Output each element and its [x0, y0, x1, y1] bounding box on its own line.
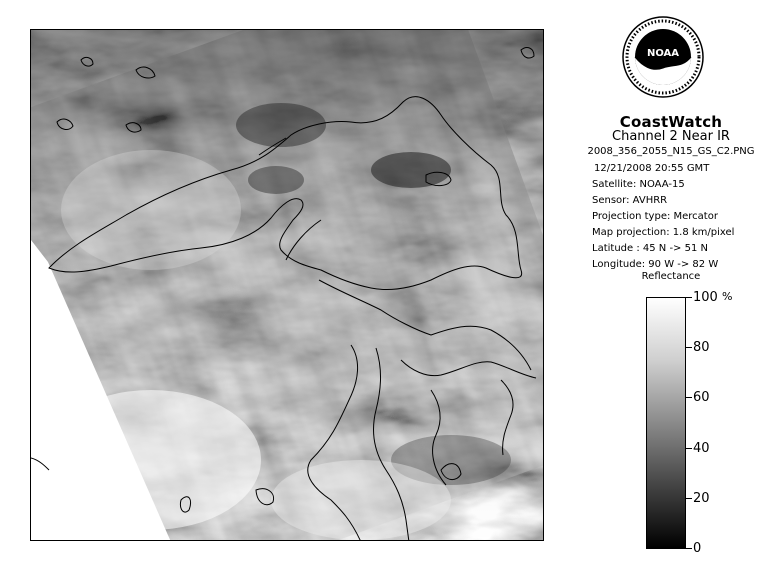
projection-type-text: Projection type: Mercator: [592, 211, 718, 222]
colorbar-tick: [686, 548, 692, 549]
info-panel: [560, 0, 782, 572]
colorbar-tick: [686, 397, 692, 398]
latitude-text: Latitude : 45 N -> 51 N: [592, 243, 708, 254]
colorbar-tick: [686, 498, 692, 499]
colorbar-tick: [686, 347, 692, 348]
bright-cloud-zone: [271, 460, 451, 540]
satellite-text: Satellite: NOAA-15: [592, 179, 685, 190]
sensor-text: Sensor: AVHRR: [592, 195, 668, 206]
satellite-image: [30, 29, 544, 541]
legend-unit: %: [722, 290, 733, 303]
datetime-text: 12/21/2008 20:55 GMT: [594, 163, 710, 174]
noaa-logo: [622, 16, 704, 98]
colorbar-tick-label: 100: [693, 290, 718, 305]
image-filename: 2008_356_2055_N15_GS_C2.PNG: [587, 146, 755, 157]
bright-cloud-zone: [61, 150, 241, 270]
dark-water-patch: [371, 152, 451, 188]
satellite-image-graphic: [31, 30, 544, 541]
logo-center-text: NOAA: [646, 48, 680, 59]
colorbar-tick-label: 40: [693, 440, 710, 456]
dark-water-patch: [248, 166, 304, 194]
colorbar-tick-label: 80: [693, 340, 710, 356]
app-title: CoastWatch: [619, 113, 723, 131]
legend-title: Reflectance: [641, 271, 701, 282]
map-projection-text: Map projection: 1.8 km/pixel: [592, 227, 735, 238]
colorbar-tick-label: 0: [693, 541, 702, 556]
colorbar-tick-label: 60: [693, 390, 710, 406]
channel-subtitle: Channel 2 Near IR: [612, 129, 730, 144]
colorbar-tick: [686, 448, 692, 449]
colorbar-tick: [686, 297, 692, 298]
colorbar-tick-label: 20: [693, 490, 710, 506]
reflectance-colorbar: [646, 297, 686, 549]
longitude-text: Longitude: 90 W -> 82 W: [592, 259, 719, 270]
